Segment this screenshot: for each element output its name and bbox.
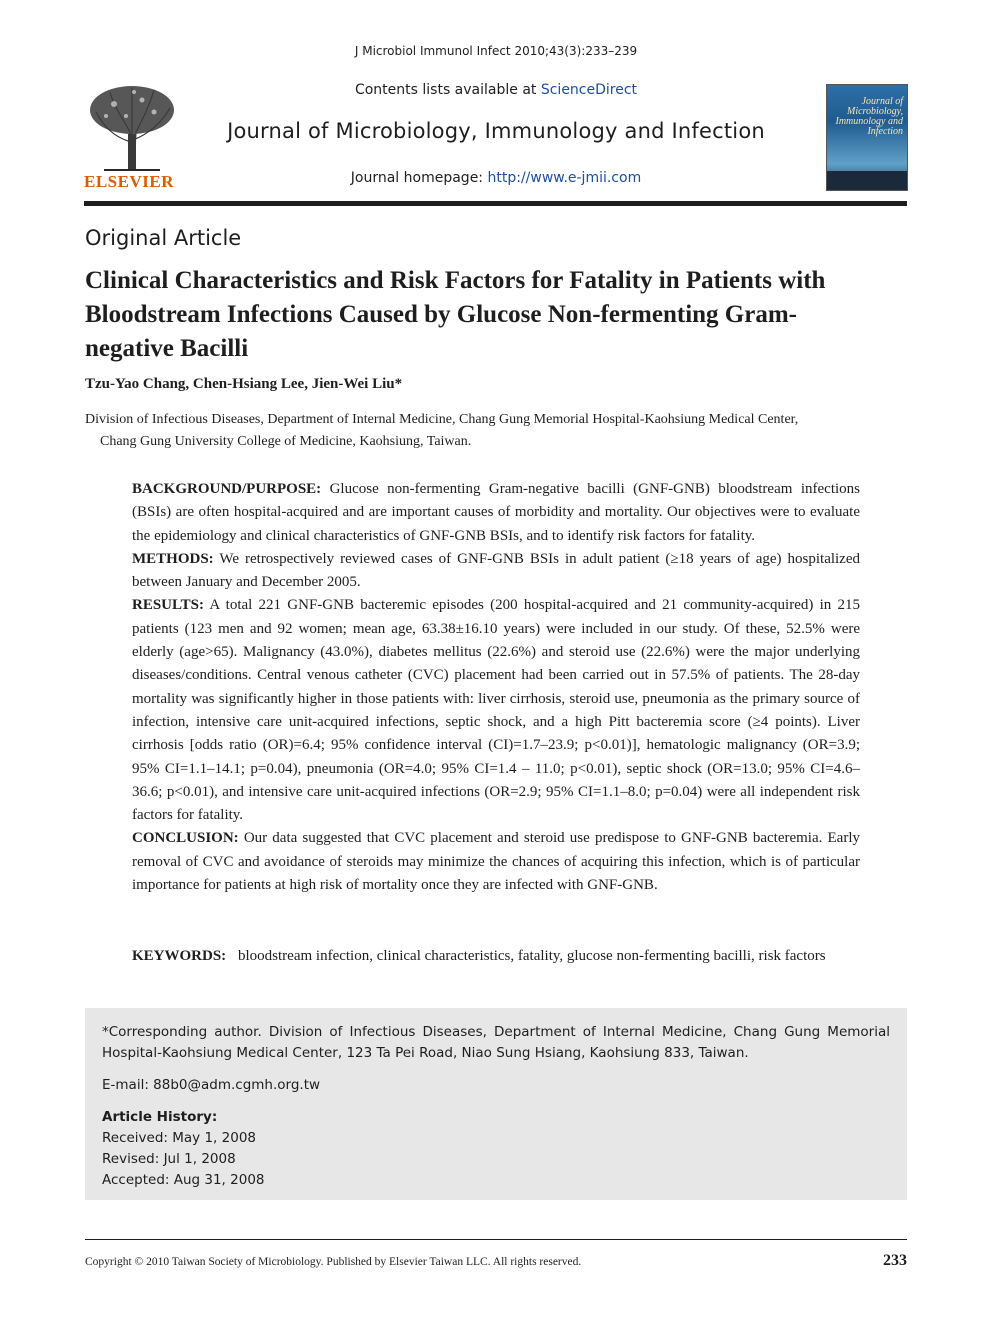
cover-title: Journal of Microbiology, Immunology and Infection: [835, 96, 903, 137]
abstract-results: [132, 594, 860, 827]
results-text: A total 221 GNF-GNB bacteremic episodes (200 hospital-acquired and 21 community-acquired) in 215 patients (123 men and 92 women; mean age, 63.38±16.10 years) were included in our study. Of these, 52.5% were elderly (age>65). Malignancy (43.0%), diabetes mellitus (22.6%) and steroid use (22.6%) were the major underlying diseases/conditions. Central venous catheter (CVC) placement had been carried out in 57.5% of patients. The 28-day mortality was significantly higher in those patients with: liver cirrhosis, steroid use, pneumonia as the primary source of infection, intensive care unit-acquired infections, septic shock, and a high Pitt bacteremia score (≥4 points). Liver cirrhosis [odds ratio (OR)=6.4; 95% confidence interval (CI)=1.7–23.9; p<0.01)], hematologic malignancy (OR=3.9; 95% CI=1.1–14.1; p=0.04), pneumonia (OR=4.0; 95% CI=1.4 – 11.0; p<0.01), septic shock (OR=13.0; 95% CI=4.6–36.6; p<0.01), and intensive care unit-acquired infections (OR=2.9; 95% CI=1.1–8.0; p=0.04) were all independent risk factors for fatality.: [132, 597, 860, 824]
journal-cover-image: [826, 84, 908, 191]
copyright: Copyright © 2010 Taiwan Society of Microbiology. Published by Elsevier Taiwan LLC. All rights reserved.: [85, 1256, 582, 1268]
author-list: Tzu-Yao Chang, Chen-Hsiang Lee, Jien-Wei Liu*: [85, 376, 403, 392]
page-number: 233: [883, 1252, 907, 1269]
affiliation-line-2: Chang Gung University College of Medicine, Kaohsiung, Taiwan.: [100, 434, 472, 449]
abstract: [132, 478, 860, 897]
sciencedirect-link[interactable]: ScienceDirect: [540, 82, 638, 98]
corresponding-author: *Corresponding author. Division of Infectious Diseases, Department of Internal Medicine, Chang Gung Memorial Hospital-Kaohsiung Medical Center, 123 Ta Pei Road, Niao Sung Hsiang, Kaohsiung 833, Taiwan.: [102, 1024, 890, 1061]
abstract-conclusion: [132, 827, 860, 897]
abstract-background: [132, 478, 860, 548]
affiliation: [85, 409, 885, 453]
keywords-label: KEYWORDS:: [132, 948, 227, 964]
journal-name: Journal of Microbiology, Immunology and Infection: [227, 119, 765, 143]
article-type: Original Article: [85, 226, 242, 250]
conclusion-label: CONCLUSION:: [132, 830, 239, 847]
keywords: [132, 944, 860, 969]
affiliation-line-1: Division of Infectious Diseases, Department of Internal Medicine, Chang Gung Memorial Hospital-Kaohsiung Medical Center,: [85, 412, 799, 427]
conclusion-text: Our data suggested that CVC placement and steroid use predispose to GNF-GNB bacteremia. Early removal of CVC and avoidance of steroids may minimize the chances of acquiring this infection, which is of particular importance for patients at high risk of mortality once they are infected with GNF-GNB.: [132, 830, 860, 894]
journal-citation: J Microbiol Immunol Infect 2010;43(3):233–239: [354, 44, 638, 58]
footer-rule: [85, 1239, 907, 1240]
keywords-text: bloodstream infection, clinical characteristics, fatality, glucose non-fermenting bacilli, risk factors: [238, 948, 826, 964]
article-history-label: Article History:: [102, 1109, 218, 1125]
background-label: BACKGROUND/PURPOSE:: [132, 481, 322, 497]
methods-label: METHODS:: [132, 550, 214, 567]
article-title: Clinical Characteristics and Risk Factors for Fatality in Patients with Bloodstream Infections Caused by Glucose Non-fermenting Gram-negative Bacilli: [85, 267, 826, 362]
revised-date: Revised: Jul 1, 2008: [102, 1151, 236, 1167]
abstract-methods: [132, 548, 860, 595]
accepted-date: Accepted: Aug 31, 2008: [102, 1172, 265, 1188]
results-label: RESULTS:: [132, 597, 204, 614]
received-date: Received: May 1, 2008: [102, 1130, 256, 1146]
header-rule: [84, 201, 907, 206]
homepage-link[interactable]: http://www.e-jmii.com: [487, 170, 642, 186]
homepage-prefix: Journal homepage:: [350, 170, 488, 186]
email-address[interactable]: E-mail: 88b0@adm.cgmh.org.tw: [102, 1077, 321, 1093]
correspondence-content: [102, 1022, 890, 1191]
cover-strip: [827, 171, 907, 190]
methods-text: We retrospectively reviewed cases of GNF-GNB BSIs in adult patient (≥18 years of age) hospitalized between January and December 2005.: [132, 550, 860, 591]
elsevier-logo-text: ELSEVIER: [84, 172, 174, 191]
contents-prefix: Contents lists available at: [354, 82, 541, 98]
background-text: Glucose non-fermenting Gram-negative bacilli (GNF-GNB) bloodstream infections (BSIs) are often hospital-acquired and are important causes of morbidity and mortality. Our objectives were to evaluate the epidemiology and clinical characteristics of GNF-GNB BSIs, and to identify risk factors for fatality.: [132, 481, 860, 544]
